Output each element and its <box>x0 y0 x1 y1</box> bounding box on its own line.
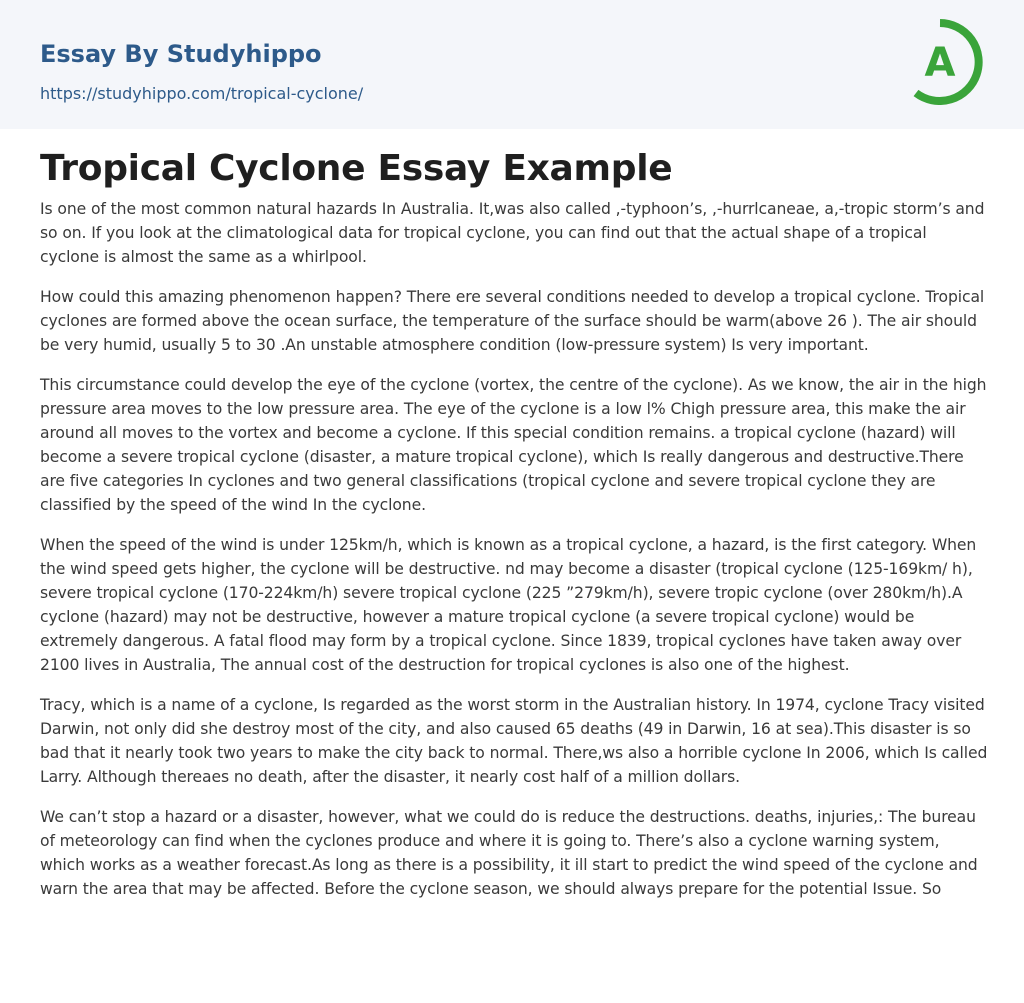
logo-letter: A <box>924 40 956 86</box>
paragraph-3: This circumstance could develop the eye of the cyclone (vortex, the centre of the cyclone). As we know, the air in the high pressure area moves to the low pressure area. The eye of the cyclone is a low l% Chigh pressure area, this make the air around all moves to the vortex and become a cyclone. If this special condition remains. a tropical cyclone (hazard) will become a severe tropical cyclone (disaster, a mature tropical cyclone), which Is really dangerous and destructive.There are five categories In cyclones and two general classifications (tropical cyclone and severe tropical cyclone they are classified by the speed of the wind In the cyclone. <box>40 376 987 514</box>
paragraph-2: How could this amazing phenomenon happen? There ere several conditions needed to develop a tropical cyclone. Tropical cyclones are formed above the ocean surface, the temperature of the surface should be warm(above 26 ). The air should be very humid, usually 5 to 30 .An unstable atmosphere condition (low-pressure system) Is very important. <box>40 288 985 354</box>
page-title: Tropical Cyclone Essay Example <box>40 148 673 189</box>
site-header <box>0 0 1024 129</box>
paragraph-4: When the speed of the wind is under 125km/h, which is known as a tropical cyclone, a hazard, is the first category. When the wind speed gets higher, the cyclone will be destructive. nd may become a disaster (tropical cyclone (125-169km/ h), severe tropical cyclone (170-224km/h) severe tropical cyclone (225 ”279km/h), severe tropic cyclone (over 280km/h).A cyclone (hazard) may not be destructive, however a mature tropical cyclone (a severe tropical cyclone) would be extremely dangerous. A fatal flood may form by a tropical cyclone. Since 1839, tropical cyclones have taken away over 2100 lives in Australia, The annual cost of the destruction for tropical cyclones is also one of the highest. <box>40 536 977 674</box>
article <box>40 129 988 917</box>
studyhippo-logo[interactable] <box>896 19 984 105</box>
page-url-link[interactable]: https://studyhippo.com/tropical-cyclone/ <box>40 84 364 103</box>
paragraph-1: Is one of the most common natural hazards In Australia. It,was also called ,-typhoon’s, ,-hurrlcaneae, a,-tropic storm’s and so on. If you look at the climatological data for tropical cyclone, you can find out that the actual shape of a tropical cyclone is almost the same as a whirlpool. <box>40 200 985 266</box>
logo-icon <box>896 19 984 105</box>
paragraph-6: We can’t stop a hazard or a disaster, however, what we could do is reduce the destructions. deaths, injuries,: The bureau of meteorology can find when the cyclones produce and where it is going to. There’s also a cyclone warning system, which works as a weather forecast.As long as there is a possibility, it ill start to predict the wind speed of the cyclone and warn the area that may be affected. Before the cyclone season, we should always prepare for the potential Issue. So <box>40 808 978 898</box>
paragraph-5: Tracy, which is a name of a cyclone, Is regarded as the worst storm in the Australian history. In 1974, cyclone Tracy visited Darwin, not only did she destroy most of the city, and also caused 65 deaths (49 in Darwin, 16 at sea).This disaster is so bad that it nearly took two years to make the city back to normal. There,ws also a horrible cyclone In 2006, which Is called Larry. Although thereaes no death, after the disaster, it nearly cost half of a million dollars. <box>40 696 988 786</box>
brand-title[interactable]: Essay By Studyhippo <box>40 40 322 68</box>
